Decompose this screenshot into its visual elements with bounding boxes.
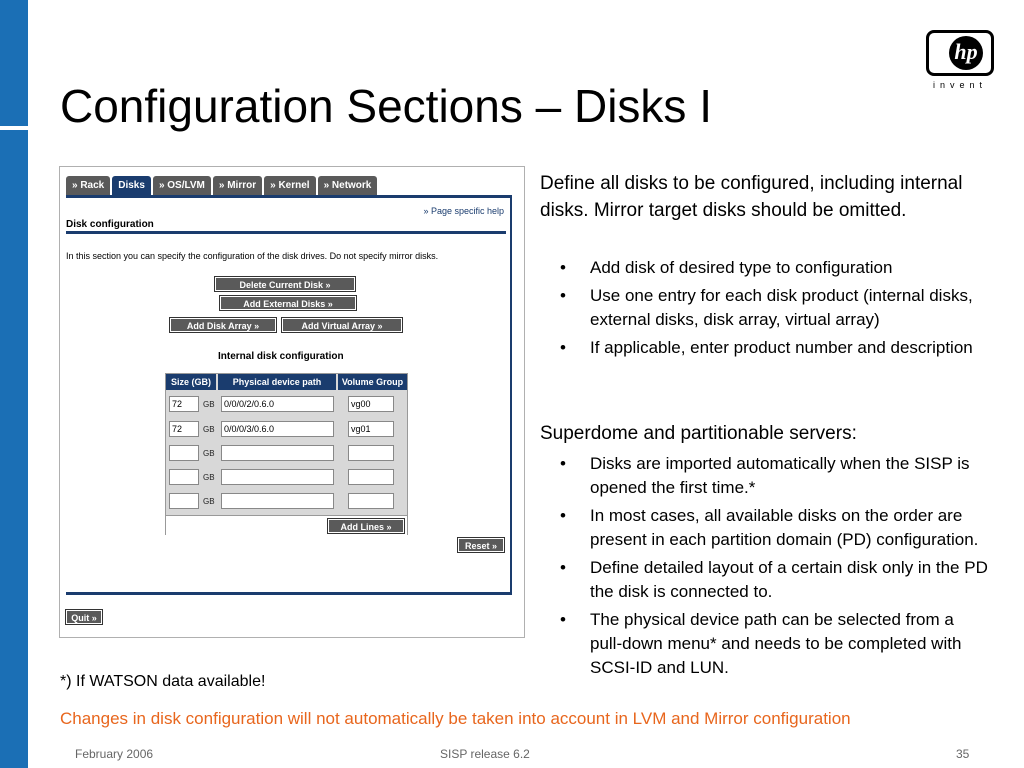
- footer-page-number: 35: [956, 747, 970, 761]
- add-disk-array-button[interactable]: Add Disk Array »: [170, 318, 276, 332]
- path-input[interactable]: [221, 493, 334, 509]
- page-help-link[interactable]: » Page specific help: [423, 206, 504, 216]
- bullet-text: Add disk of desired type to configuration: [590, 258, 893, 277]
- column-physical-path: Physical device path: [218, 374, 336, 390]
- left-accent-bar: [0, 0, 28, 768]
- hp-logo-mark: hp: [949, 36, 983, 70]
- bullet-list-superdome: [560, 452, 990, 684]
- add-virtual-array-button[interactable]: Add Virtual Array »: [282, 318, 402, 332]
- bullet-text: The physical device path can be selected from a pull-down menu* and needs to be completed with SCSI-ID and LUN.: [590, 610, 962, 677]
- tab-network[interactable]: » Network: [318, 176, 378, 195]
- size-input[interactable]: 72: [169, 421, 199, 437]
- lvm-mirror-warning: Changes in disk configuration will not automatically be taken into account in LVM and Mirror configuration: [60, 709, 851, 728]
- vg-input[interactable]: vg01: [348, 421, 394, 437]
- list-item: [560, 452, 990, 500]
- column-volume-group: Volume Group: [338, 374, 407, 390]
- path-input[interactable]: 0/0/0/2/0.6.0: [221, 396, 334, 412]
- bullet-text: Use one entry for each disk product (internal disks, external disks, disk array, virtual array): [590, 286, 973, 329]
- section-intro: In this section you can specify the configuration of the disk drives. Do not specify mirror disks.: [66, 251, 439, 261]
- bullet-text: If applicable, enter product number and description: [590, 338, 973, 357]
- column-size: Size (GB): [166, 374, 216, 390]
- add-external-disks-button[interactable]: Add External Disks »: [220, 296, 356, 310]
- list-item: [560, 556, 990, 604]
- vg-input[interactable]: [348, 469, 394, 485]
- section-divider: [66, 231, 506, 234]
- hp-logo-frame: [926, 30, 994, 76]
- size-input[interactable]: 72: [169, 396, 199, 412]
- vg-input[interactable]: [348, 493, 394, 509]
- bullet-text: In most cases, all available disks on the order are present in each partition domain (PD) configuration.: [590, 506, 979, 549]
- unit-label: GB: [203, 425, 215, 434]
- superdome-heading: Superdome and partitionable servers:: [540, 423, 857, 444]
- size-input[interactable]: [169, 493, 199, 509]
- size-input[interactable]: [169, 445, 199, 461]
- tab-os-lvm[interactable]: » OS/LVM: [153, 176, 211, 195]
- bullet-dot-icon: •: [560, 610, 566, 629]
- unit-label: GB: [203, 473, 215, 482]
- tab-kernel[interactable]: » Kernel: [264, 176, 315, 195]
- path-input[interactable]: [221, 445, 334, 461]
- path-input[interactable]: [221, 469, 334, 485]
- quit-button[interactable]: Quit »: [66, 610, 102, 624]
- add-lines-button[interactable]: Add Lines »: [328, 519, 404, 533]
- reset-button[interactable]: Reset »: [458, 538, 504, 552]
- bullet-dot-icon: •: [560, 286, 566, 305]
- bullet-dot-icon: •: [560, 506, 566, 525]
- watson-footnote: *) If WATSON data available!: [60, 673, 266, 690]
- tab-mirror[interactable]: » Mirror: [213, 176, 262, 195]
- left-accent-gap: [0, 126, 28, 130]
- size-input[interactable]: [169, 469, 199, 485]
- bullet-dot-icon: •: [560, 258, 566, 277]
- path-input[interactable]: 0/0/0/3/0.6.0: [221, 421, 334, 437]
- bullet-dot-icon: •: [560, 338, 566, 357]
- footer-release: SISP release 6.2: [440, 747, 530, 761]
- panel-bottom-border: [66, 592, 512, 595]
- internal-disk-table-title: Internal disk configuration: [218, 351, 344, 362]
- delete-current-disk-button[interactable]: Delete Current Disk »: [215, 277, 355, 291]
- intro-paragraph: Define all disks to be configured, including internal disks. Mirror target disks should be omitted.: [540, 173, 963, 221]
- hp-logo-tagline: invent: [932, 80, 988, 90]
- slide-title: Configuration Sections – Disks I: [60, 80, 712, 132]
- list-item: [560, 504, 990, 552]
- vg-input[interactable]: [348, 445, 394, 461]
- hp-logo: [922, 30, 998, 94]
- section-title: Disk configuration: [66, 219, 154, 230]
- footer-date: February 2006: [75, 747, 154, 761]
- list-item: [560, 336, 990, 360]
- unit-label: GB: [203, 449, 215, 458]
- bullet-text: Disks are imported automatically when the SISP is opened the first time.*: [590, 454, 970, 497]
- list-item: [560, 256, 990, 280]
- tab-underline: [66, 195, 512, 198]
- bullet-text: Define detailed layout of a certain disk only in the PD the disk is connected to.: [590, 558, 988, 601]
- list-item: [560, 284, 990, 332]
- bullet-dot-icon: •: [560, 558, 566, 577]
- table-footer: [166, 515, 407, 535]
- tab-bar: [66, 176, 379, 196]
- tab-rack[interactable]: » Rack: [66, 176, 110, 195]
- unit-label: GB: [203, 497, 215, 506]
- list-item: [560, 608, 990, 680]
- disk-configuration-screenshot: [59, 166, 525, 638]
- bullet-dot-icon: •: [560, 454, 566, 473]
- vg-input[interactable]: vg00: [348, 396, 394, 412]
- tab-disks[interactable]: Disks: [112, 176, 151, 195]
- internal-disk-table: [165, 373, 408, 535]
- bullet-list-disks: [560, 256, 990, 364]
- unit-label: GB: [203, 400, 215, 409]
- panel-right-border: [510, 195, 512, 595]
